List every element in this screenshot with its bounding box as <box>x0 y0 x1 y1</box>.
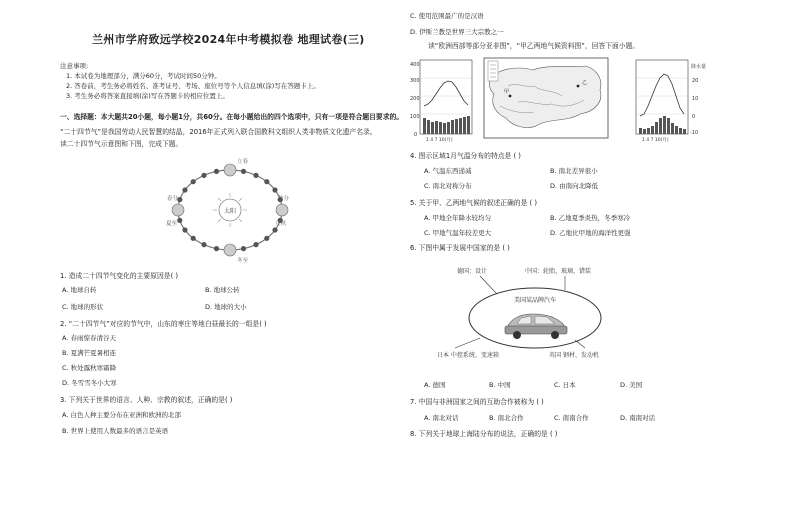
diagram-label: 中国：轮胎、玻璃、错装 <box>525 268 592 275</box>
axis-tick: 100 <box>410 114 420 120</box>
diagram-label: 冬至 <box>237 258 249 264</box>
option: A. 南北对话 <box>424 414 459 422</box>
option: D. 地球的大小 <box>205 303 247 311</box>
option: A. 气温东西递减 <box>424 167 472 175</box>
question-stem: 8. 下列关于地球上海陆分布的说法，正确的是 ( ) <box>410 430 558 438</box>
axis-tick: 300 <box>410 78 420 84</box>
notes-item: 2. 答卷前，考生务必将姓名、准考证号、考场、座位号等个人信息填(涂)写在答题卡上。 <box>66 82 320 90</box>
diagram-label: 英国 钢材、发动机 <box>549 352 599 359</box>
orbit-dot <box>177 218 182 223</box>
option: D. 由南向北降低 <box>550 182 599 190</box>
axis-tick: 0 <box>414 132 418 138</box>
passage-line: 读“欧洲西部等部分亚非图”，“甲乙两地气候资料图”，回答下面小题。 <box>428 42 640 50</box>
question-stem: 4. 图示区域1月气温分布的特点是 ( ) <box>410 152 521 160</box>
option: B. 南北差异很小 <box>550 167 598 175</box>
option: B. 乙地夏季炎热，冬季寒冷 <box>550 214 631 222</box>
axis-tick: 10 <box>692 96 699 102</box>
option: A. 德国 <box>424 381 446 389</box>
map-label: 甲 <box>504 89 510 95</box>
orbit-dot <box>253 173 258 178</box>
orbit-dot <box>272 187 277 192</box>
orbit-dot <box>214 169 219 174</box>
option: C. 使用范围最广的是汉语 <box>410 12 484 20</box>
option: D. 南南对话 <box>620 414 656 422</box>
question-stem: 6. 下图中属于发展中国家的是 ( ) <box>410 244 510 252</box>
passage-line: “二十四节气”是我国劳动人民智慧的结晶，2016年正式列入联合国教科文组织人类非物质文化遗产名录。 <box>60 128 377 136</box>
question-stem: 5. 关于甲、乙两地气候的叙述正确的是 ( ) <box>410 199 538 207</box>
earth-icon <box>224 164 236 176</box>
option: A. 白色人种主要分布在亚洲和欧洲的北部 <box>62 411 181 419</box>
option: C. 南北对称分布 <box>424 182 472 190</box>
diagram-label: 立秋 <box>275 221 287 227</box>
earth-icon <box>276 204 288 216</box>
option: D. 伊斯兰教是世界三大宗教之一 <box>410 28 504 36</box>
option: A. 甲地全年降水较均匀 <box>424 214 491 222</box>
option: D. 冬雪雪冬小大寒 <box>62 379 117 387</box>
question-stem: 3. 下列关于世界的语言、人种、宗教的叙述，正确的是( ) <box>60 396 233 404</box>
axis-unit: 降水量 <box>691 64 707 70</box>
option: B. 南北合作 <box>489 414 524 422</box>
orbit-dot <box>191 236 196 241</box>
option: C. 甲地气温年较差更大 <box>424 229 492 237</box>
orbit-dot <box>201 173 206 178</box>
notes-item: 1. 本试卷为地理部分，满分60分，考试时间50分钟。 <box>66 72 221 80</box>
map-label: 乙 <box>582 80 588 86</box>
diagram-label: 秋分 <box>278 196 290 202</box>
axis-tick: 400 <box>410 62 420 68</box>
earth-icon <box>172 204 184 216</box>
axis-tick: 20 <box>692 78 699 84</box>
diagram-label: 春分 <box>167 196 179 202</box>
solar-terms-diagram <box>165 155 295 265</box>
center-label: 美国某品牌汽车 <box>513 297 557 304</box>
axis-tick: -10 <box>690 130 699 136</box>
orbit-dot <box>201 242 206 247</box>
orbit-dot <box>264 236 269 241</box>
diagram-label: 夏至 <box>166 221 178 227</box>
notes-heading: 注意事项: <box>60 62 89 70</box>
orbit-dot <box>182 187 187 192</box>
month-axis: 1 4 7 10(月) <box>426 138 453 142</box>
option: C. 日本 <box>554 381 576 389</box>
question-stem: 1. 造成二十四节气变化的主要原因是( ) <box>60 272 179 280</box>
option: D. 美国 <box>620 381 643 389</box>
orbit-dot <box>191 179 196 184</box>
option: B. 地球公转 <box>205 286 240 294</box>
passage-line: 读二十四节气示意图和下图，完成下题。 <box>60 140 183 148</box>
option: C. 南南合作 <box>554 414 589 422</box>
option: A. 春雨惊春清谷天 <box>62 334 116 342</box>
option: D. 乙地比甲地的海洋性更强 <box>550 229 631 237</box>
orbit-dot <box>241 169 246 174</box>
question-stem: 7. 中国与非洲国家之间的互助合作被称为 ( ) <box>410 398 544 406</box>
page-title: 兰州市学府致远学校2024年中考模拟卷 地理试卷(三) <box>92 33 365 46</box>
month-axis: 1 4 7 10(月) <box>642 138 669 142</box>
earth-icon <box>224 244 236 256</box>
diagram-label: 立春 <box>237 159 249 165</box>
diagram-label: 德国：设计 <box>457 268 488 275</box>
option: A. 地球自转 <box>62 286 97 294</box>
sun-label: 太阳 <box>223 208 237 215</box>
orbit-dot <box>272 227 277 232</box>
orbit-dot <box>264 179 269 184</box>
orbit-dot <box>182 227 187 232</box>
question-stem: 2. “二十四节气”对应的节气中，山东的枣庄等地白昼最长的一组是( ) <box>60 320 267 328</box>
orbit-dot <box>253 242 258 247</box>
car-supply-diagram <box>425 262 645 370</box>
axis-tick: 0 <box>692 114 696 120</box>
axis-tick: 200 <box>410 96 420 102</box>
notes-item: 3. 考生务必将答案直接填(涂)写在答题卡的相应位置上。 <box>66 92 229 100</box>
option: C. 秋处露秋寒霜降 <box>62 364 117 372</box>
orbit-dot <box>241 246 246 251</box>
option: B. 中国 <box>489 381 511 389</box>
orbit-dot <box>214 246 219 251</box>
option: B. 夏满芒夏暑相连 <box>62 349 117 357</box>
climate-map-figure <box>408 56 708 142</box>
section-intro: 一、选择题：本大题共20小题，每小题1分，共60分。在每小题给出的四个选项中，只有一项是符合题目要求的。 <box>60 113 404 121</box>
option: B. 世界上使用人数最多的语言是英语 <box>62 427 169 435</box>
option: C. 地球的形状 <box>62 303 104 311</box>
diagram-label: 日本 中控系统、变速箱 <box>437 352 499 359</box>
